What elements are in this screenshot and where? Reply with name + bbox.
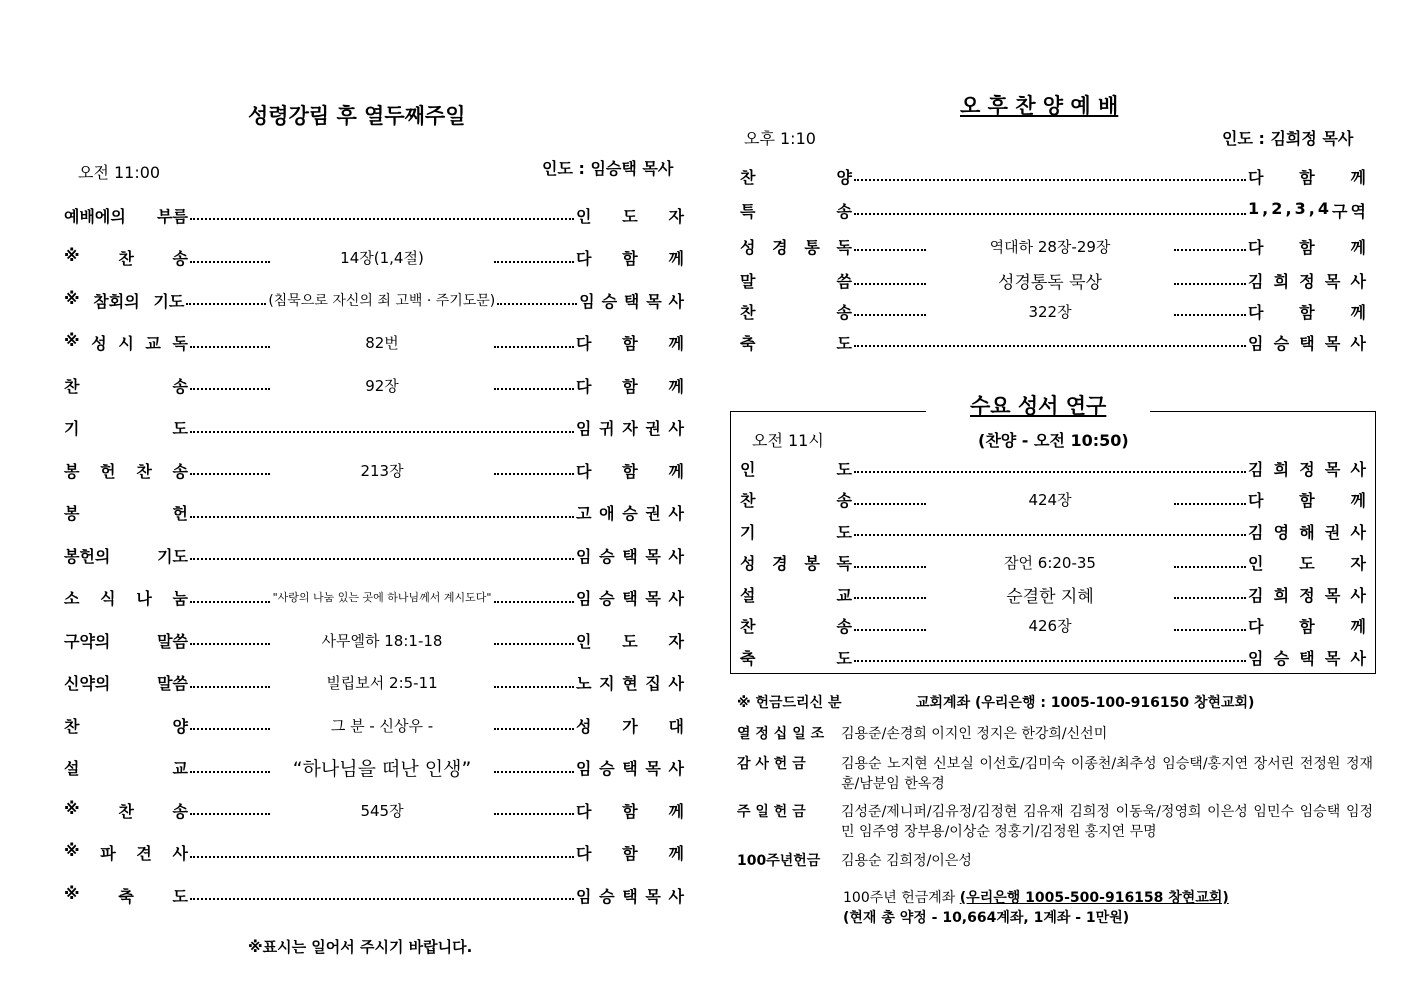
service-item-detail: 빌립보서 2:5-11 xyxy=(326,674,438,692)
service-row xyxy=(64,797,686,823)
service-item-detail: 순결한 지혜 xyxy=(1006,586,1094,607)
left-time: 오전 11:00 xyxy=(78,163,161,182)
service-item-detail: 213장 xyxy=(360,461,404,480)
service-item-person: 임 승 택 목 사 xyxy=(1248,333,1368,353)
service-item-person: 임 승 택 목 사 xyxy=(576,759,686,778)
service-item-label: 축 도 xyxy=(740,333,852,353)
service-row xyxy=(740,163,1368,189)
service-item-label: 기 도 xyxy=(64,419,188,438)
leader-dots xyxy=(494,388,574,390)
service-item-label: 설 교 xyxy=(740,585,852,605)
leader-dots xyxy=(494,771,574,773)
leader-dots xyxy=(190,813,270,815)
leader-dots xyxy=(190,388,270,390)
church-account: 교회계좌 (우리은행 : 1005-100-916150 창현교회) xyxy=(916,695,1255,711)
leader-dots xyxy=(1174,566,1246,568)
service-item-person: 임 승 택 목 사 xyxy=(576,546,686,566)
service-item-person: 김 영 해 권 사 xyxy=(1248,522,1368,542)
wednesday-praise-time: (찬양 - 오전 10:50) xyxy=(978,431,1129,450)
service-row xyxy=(64,542,686,568)
offering-names-tithe: 김용준/손경희 이지인 정지은 한강희/신선미 xyxy=(841,726,1108,742)
leader-dots xyxy=(854,534,1246,536)
service-item-person: 다 함 께 xyxy=(576,376,686,396)
service-row xyxy=(740,487,1368,513)
service-item-person: 인 도 자 xyxy=(576,631,686,651)
service-item-detail: “하나님을 떠난 인생” xyxy=(292,758,472,780)
service-item-person: 임 승 택 목 사 xyxy=(576,886,686,906)
service-item-person: 다 함 께 xyxy=(576,334,686,353)
service-row xyxy=(740,197,1368,223)
afternoon-title: 오 후 찬 양 예 배 xyxy=(960,94,1119,118)
service-row xyxy=(740,613,1368,639)
service-item-person: 다 함 께 xyxy=(1248,617,1368,636)
service-item-label: 말 씀 xyxy=(740,271,852,291)
leader-dots xyxy=(190,346,270,348)
service-item-person: 성 가 대 xyxy=(576,716,686,736)
leader-dots xyxy=(854,597,926,599)
service-item-detail: 92장 xyxy=(365,376,399,395)
leader-dots xyxy=(854,249,926,251)
service-item-person: 임 귀 자 권 사 xyxy=(576,419,686,438)
leader-dots xyxy=(494,346,574,348)
leader-dots xyxy=(190,516,574,518)
leader-dots xyxy=(494,601,574,603)
left-leader: 인도 : 임승택 목사 xyxy=(542,159,674,178)
leader-dots xyxy=(854,283,926,285)
service-item-detail: 424장 xyxy=(1028,491,1072,509)
leader-dots xyxy=(190,856,574,858)
service-row xyxy=(740,455,1368,481)
leader-dots xyxy=(1174,503,1246,505)
service-row xyxy=(740,644,1368,670)
leader-dots xyxy=(190,686,270,688)
service-item-detail: 성경통독 묵상 xyxy=(998,272,1102,293)
service-item-detail: 545장 xyxy=(360,801,404,820)
leader-dots xyxy=(190,601,270,603)
offering-header: ※ 헌금드리신 분 xyxy=(737,695,842,711)
leader-dots xyxy=(494,728,574,730)
service-item-label: 축 도 xyxy=(740,648,852,668)
service-item-person: 고 애 승 권 사 xyxy=(576,504,686,523)
leader-dots xyxy=(494,261,574,263)
afternoon-leader: 인도 : 김희정 목사 xyxy=(1222,129,1354,148)
service-item-label: 기 도 xyxy=(740,522,852,542)
service-row xyxy=(64,415,686,441)
leader-dots xyxy=(854,345,1246,347)
leader-dots xyxy=(190,728,270,730)
service-item-label: 봉 헌 찬 송 xyxy=(64,461,188,481)
service-item-person: 임 승 택 목 사 xyxy=(579,291,686,311)
service-row xyxy=(64,627,686,653)
service-item-label: ※ 찬 송 xyxy=(64,798,188,821)
offering-label-sunday: 주 일 헌 금 xyxy=(737,804,806,820)
service-row xyxy=(64,500,686,526)
leader-dots xyxy=(854,471,1246,473)
service-item-person: 다 함 께 xyxy=(576,801,686,821)
service-item-detail: 사무엘하 18:1-18 xyxy=(321,631,443,650)
leader-dots xyxy=(854,629,926,631)
offering-names-thanks: 김용순 노지현 신보실 이선호/김미숙 이종천/최추성 임승택/홍지연 장서린 전정원 정재훈/남분임 한옥경 xyxy=(841,756,1373,792)
pledge-status: (현재 총 약정 - 10,664계좌, 1계좌 - 1만원) xyxy=(843,910,1130,926)
service-item-label: 봉 헌 xyxy=(64,504,188,523)
service-row xyxy=(740,233,1368,259)
leader-dots xyxy=(494,473,574,475)
service-item-label: ※ 참회의 기도 xyxy=(64,288,185,311)
service-item-label: 설 교 xyxy=(64,759,188,778)
service-item-person: 다 함 께 xyxy=(1248,302,1368,322)
service-row xyxy=(64,457,686,483)
service-row xyxy=(740,329,1368,355)
leader-dots xyxy=(1174,283,1246,285)
service-item-detail: 역대하 28장-29장 xyxy=(989,237,1111,256)
left-title: 성령강림 후 열두째주일 xyxy=(248,104,466,128)
offering-label-centennial: 100주년헌금 xyxy=(737,853,821,869)
centennial-account: 100주년 헌금계좌 (우리은행 1005-500-916158 창현교회) xyxy=(843,890,1229,906)
service-row xyxy=(740,581,1368,607)
leader-dots xyxy=(494,813,574,815)
service-row xyxy=(740,550,1368,576)
service-item-detail: 322장 xyxy=(1028,302,1072,321)
leader-dots xyxy=(497,303,577,305)
leader-dots xyxy=(186,303,266,305)
leader-dots xyxy=(190,643,270,645)
service-item-person: 다 함 께 xyxy=(1248,167,1368,187)
service-item-label: 특 송 xyxy=(740,201,852,221)
leader-dots xyxy=(854,213,1246,215)
service-row xyxy=(64,712,686,738)
service-item-person: 김 희 정 목 사 xyxy=(1248,271,1368,291)
leader-dots xyxy=(1174,249,1246,251)
leader-dots xyxy=(190,558,574,560)
offering-label-tithe: 열 정 십 일 조 xyxy=(737,726,825,742)
service-row xyxy=(64,755,686,781)
service-item-label: 신약의 말씀 xyxy=(64,674,188,693)
service-row xyxy=(740,298,1368,324)
service-item-person: 1 , 2 , 3 , 4 구 역 xyxy=(1248,198,1368,221)
service-item-person: 김 희 정 목 사 xyxy=(1248,459,1368,479)
leader-dots xyxy=(1174,314,1246,316)
leader-dots xyxy=(190,218,574,220)
service-item-label: 찬 송 xyxy=(740,302,852,322)
service-row xyxy=(64,245,686,271)
service-item-label: 찬 양 xyxy=(64,716,188,736)
leader-dots xyxy=(190,261,270,263)
service-item-person: 노 지 현 집 사 xyxy=(576,674,686,693)
leader-dots xyxy=(854,503,926,505)
offering-label-thanks: 감 사 헌 금 xyxy=(737,756,806,772)
service-item-person: 임 승 택 목 사 xyxy=(1248,648,1368,668)
wednesday-title: 수요 성서 연구 xyxy=(926,390,1150,420)
leader-dots xyxy=(494,686,574,688)
leader-dots xyxy=(1174,629,1246,631)
service-item-label: 인 도 xyxy=(740,459,852,479)
service-item-label: ※ 성 시 교 독 xyxy=(64,331,188,353)
service-item-label: 소 식 나 눔 xyxy=(64,589,188,608)
service-item-label: 봉헌의 기도 xyxy=(64,546,188,566)
service-item-person: 인 도 자 xyxy=(1248,554,1368,573)
leader-dots xyxy=(494,643,574,645)
offering-names-centennial: 김용순 김희정/이은성 xyxy=(841,853,972,869)
leader-dots xyxy=(854,314,926,316)
leader-dots xyxy=(854,566,926,568)
service-item-label: 예배에의 부름 xyxy=(64,206,188,226)
service-row xyxy=(64,330,686,356)
service-item-detail: (침묵으로 자신의 죄 고백 · 주기도문) xyxy=(268,293,496,309)
service-item-label: 구약의 말씀 xyxy=(64,631,188,651)
service-item-person: 다 함 께 xyxy=(1248,491,1368,510)
leader-dots xyxy=(854,660,1246,662)
service-row xyxy=(740,267,1368,293)
leader-dots xyxy=(190,771,270,773)
afternoon-time: 오후 1:10 xyxy=(744,129,816,148)
service-row xyxy=(64,287,686,313)
service-item-label: 성 경 통 독 xyxy=(740,237,852,257)
leader-dots xyxy=(190,431,574,433)
leader-dots xyxy=(854,179,1246,181)
leader-dots xyxy=(190,898,574,900)
service-item-person: 다 함 께 xyxy=(576,249,686,268)
service-item-person: 다 함 께 xyxy=(1248,237,1368,257)
service-row xyxy=(64,840,686,866)
service-item-detail: "사랑의 나눔 있는 곳에 하나님께서 계시도다" xyxy=(272,591,492,604)
service-row xyxy=(64,670,686,696)
service-item-label: 성 경 봉 독 xyxy=(740,554,852,573)
wednesday-time: 오전 11시 xyxy=(752,431,824,450)
service-item-label: ※ 파 견 사 xyxy=(64,841,188,863)
service-row xyxy=(64,882,686,908)
service-item-detail: 426장 xyxy=(1028,617,1072,635)
service-item-person: 다 함 께 xyxy=(576,844,686,863)
service-row xyxy=(64,202,686,228)
service-row xyxy=(64,585,686,611)
leader-dots xyxy=(1174,597,1246,599)
service-item-label: 찬 송 xyxy=(740,617,852,636)
service-item-detail: 그 분 - 신상우 - xyxy=(330,716,434,735)
service-item-person: 인 도 자 xyxy=(576,206,686,226)
offering-names-sunday: 김성준/제니퍼/김유정/김정현 김유재 김희정 이동욱/정영희 이은성 임민수 임승택 임정민 임주영 장부용/이상순 정홍기/김정원 홍지연 무명 xyxy=(841,804,1373,840)
service-item-label: ※ 찬 송 xyxy=(64,246,188,268)
leader-dots xyxy=(190,473,270,475)
service-item-detail: 잠언 6:20-35 xyxy=(1004,554,1096,572)
service-item-person: 다 함 께 xyxy=(576,461,686,481)
service-item-label: 찬 양 xyxy=(740,167,852,187)
service-row xyxy=(740,518,1368,544)
standing-note: ※표시는 일어서 주시기 바랍니다. xyxy=(248,938,473,956)
service-item-detail: 82번 xyxy=(365,334,399,352)
service-item-person: 임 승 택 목 사 xyxy=(576,589,686,608)
service-row xyxy=(64,372,686,398)
service-item-label: 찬 송 xyxy=(64,376,188,396)
service-item-label: 찬 송 xyxy=(740,491,852,510)
service-item-detail: 14장(1,4절) xyxy=(340,249,424,267)
service-item-person: 김 희 정 목 사 xyxy=(1248,585,1368,605)
service-item-label: ※ 축 도 xyxy=(64,883,188,906)
